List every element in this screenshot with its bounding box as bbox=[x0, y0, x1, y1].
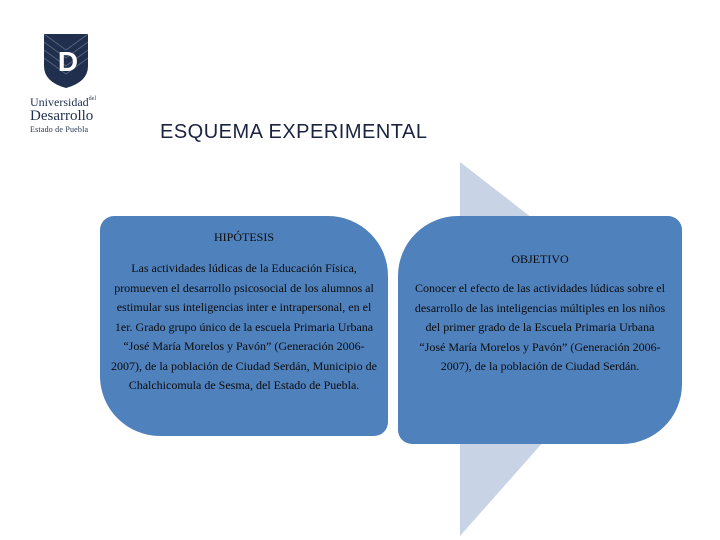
objective-box bbox=[398, 216, 682, 444]
logo-line3: Estado de Puebla bbox=[30, 125, 89, 134]
hypothesis-text: Las actividades lúdicas de la Educación Física, promueven el desarrollo psicosocial de los alumnos al estimular sus inteligencias inter e intrapersonal, en el 1er. Grado grupo único de la escuela Primaria Urbana “José María Morelos y Pavón” (Generación 2006-2007), de la población de Ciudad Serdán, Municipio de Chalchicomula de Sesma, del Estado de Puebla. bbox=[111, 261, 377, 392]
logo-line1: Universidad bbox=[30, 95, 89, 109]
objective-text: Conocer el efecto de las actividades lúdicas sobre el desarrollo de las inteligencias múltiples en los niños del primer grado de la Escuela Primaria Urbana “José María Morelos y Pavón” (Generación 2006-2007), de la población de Ciudad Serdán. bbox=[414, 281, 666, 373]
hypothesis-heading: HIPÓTESIS bbox=[213, 230, 274, 244]
hypothesis-box bbox=[100, 216, 388, 436]
objective-heading: OBJETIVO bbox=[511, 252, 569, 266]
arrow-bottom bbox=[460, 440, 545, 536]
logo-line1-small: del bbox=[88, 96, 96, 102]
logo-line2: Desarrollo bbox=[30, 108, 94, 124]
page-title: ESQUEMA EXPERIMENTAL bbox=[160, 121, 428, 143]
logo-mark: D bbox=[57, 46, 79, 77]
